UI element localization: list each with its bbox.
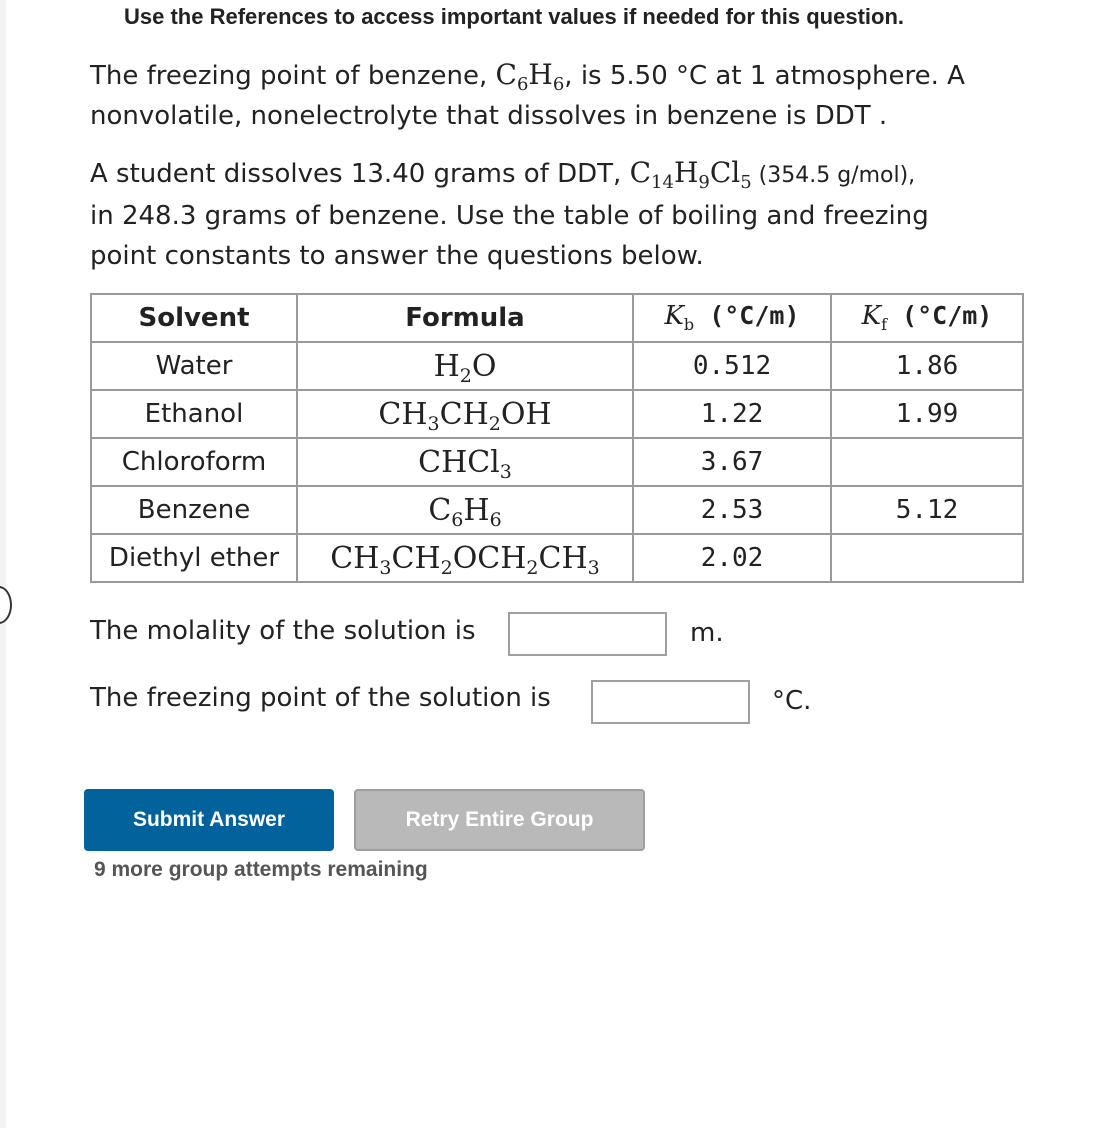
intro-paragraph-1: The freezing point of benzene, $C_6H_6$, is 5.50 °C at 1 atmosphere. A nonvolatile, nonelectrolyte that dissolves in benzene is DDT . <box>90 58 965 131</box>
freezing-point-label: The freezing point of the solution is <box>90 683 551 713</box>
submit-answer-button[interactable]: Submit Answer <box>84 789 334 851</box>
solvent-cell: Water <box>91 342 297 390</box>
solvent-cell: Ethanol <box>91 390 297 438</box>
benzene-formula: $C_6H_6$ <box>495 58 565 95</box>
kf-cell: 1.86 <box>831 342 1023 390</box>
freezing-point-input[interactable] <box>591 680 750 724</box>
kb-cell: 0.512 <box>633 342 831 390</box>
molality-label: The molality of the solution is <box>90 616 476 646</box>
table-row <box>91 342 1023 390</box>
header-formula: Formula <box>297 294 633 342</box>
molality-unit: m. <box>690 618 724 648</box>
table-row <box>91 438 1023 486</box>
freezing-point-unit: °C. <box>772 686 812 716</box>
solvent-cell: Diethyl ether <box>91 534 297 582</box>
constants-table <box>90 293 1024 583</box>
side-handle[interactable] <box>0 586 12 624</box>
table-row <box>91 486 1023 534</box>
header-kb: $K_b$ (°C/m) <box>633 294 831 342</box>
formula-cell: $CH_3CH_2OH$ <box>297 390 633 438</box>
kf-cell: 5.12 <box>831 486 1023 534</box>
kb-cell: 3.67 <box>633 438 831 486</box>
kf-cell <box>831 534 1023 582</box>
molality-input[interactable] <box>508 612 667 656</box>
intro-paragraph-2: A student dissolves 13.40 grams of DDT, $C_{14}H_9Cl_5$ (354.5 g/mol), in 248.3 grams of benzene. Use the table of boiling and freezing point constants to answer the questions below. <box>90 156 929 271</box>
formula-cell: CHCl$_3$ <box>297 438 633 486</box>
table-row <box>91 534 1023 582</box>
kb-cell: 2.53 <box>633 486 831 534</box>
retry-entire-group-button[interactable]: Retry Entire Group <box>354 789 645 851</box>
solvent-cell: Benzene <box>91 486 297 534</box>
kb-cell: 1.22 <box>633 390 831 438</box>
kf-cell <box>831 438 1023 486</box>
attempts-remaining: 9 more group attempts remaining <box>94 858 428 881</box>
formula-cell: $H_2O$ <box>297 342 633 390</box>
references-note: Use the References to access important values if needed for this question. <box>124 4 905 29</box>
header-solvent: Solvent <box>91 294 297 342</box>
left-edge-bar <box>0 0 6 1128</box>
header-kf: $K_f$ (°C/m) <box>831 294 1023 342</box>
table-row <box>91 390 1023 438</box>
formula-cell: $CH_3CH_2OCH_2CH_3$ <box>297 534 633 582</box>
formula-cell: $C_6H_6$ <box>297 486 633 534</box>
ddt-formula: $C_{14}H_9Cl_5$ <box>629 156 752 193</box>
solvent-cell: Chloroform <box>91 438 297 486</box>
table-header-row <box>91 294 1023 342</box>
kf-cell: 1.99 <box>831 390 1023 438</box>
kb-cell: 2.02 <box>633 534 831 582</box>
